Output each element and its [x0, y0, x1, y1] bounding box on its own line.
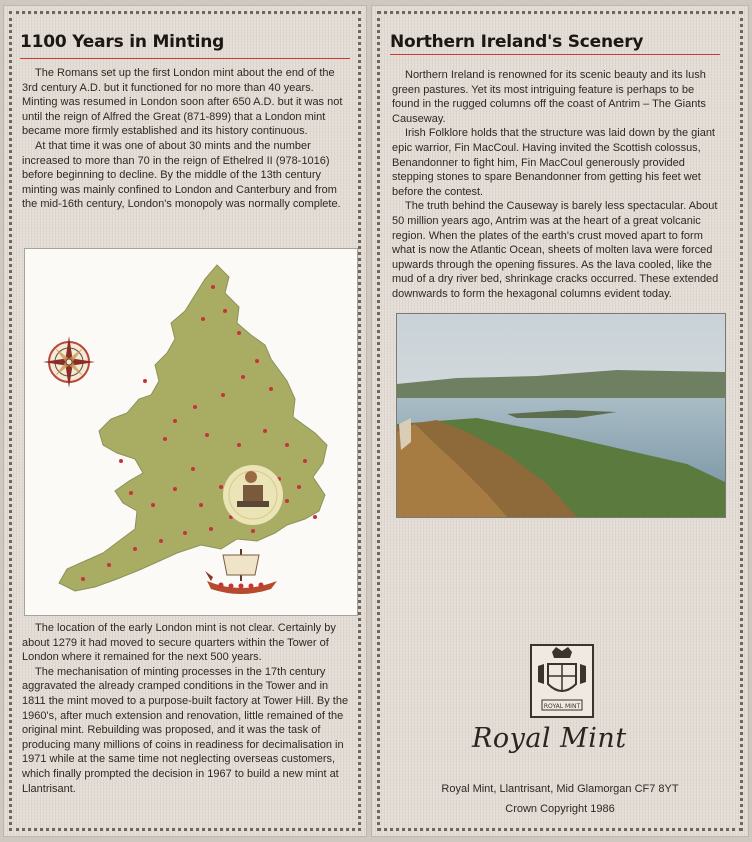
scenery-text — [392, 68, 722, 302]
paragraph: The Romans set up the first London mint about the end of the 3rd century A.D. but it functioned for no more than 40 years. Minting was resumed in London soon after 650 A.D. but it was not until the reign of Alfred the Great (871-899) that a London mint became more firmly established and its history continuous. — [22, 67, 343, 138]
paragraph: The location of the early London mint is not clear. Certainly by about 1279 it had moved to secure quarters within the Tower of London where it remained for the next 500 years. — [22, 622, 336, 664]
antrim-coast-photo — [396, 313, 726, 518]
paragraph: The truth behind the Causeway is barely less spectacular. About 50 million years ago, Antrim was at the heart of a great volcanic region. When the plates of the earth's crust moved apart to form what is now the Atlantic Ocean, sheets of molten lava were forced upwards through the opening fissures. As the lava cooled, like the mud of a dry river bed, shrinkage cracks occurred. These extended downwards to form the hexagonal columns evident today. — [392, 200, 719, 300]
london-mint-medallion — [223, 465, 283, 525]
crest-caption: ROYAL MINT — [543, 703, 581, 710]
royal-mint-signature: Royal Mint — [472, 723, 627, 754]
paragraph: At that time it was one of about 30 mints and the number increased to more than 70 in the reign of Ethelred II (978-1016) before beginning to decline. By the middle of the 13th century minting was mainly confined to London and Canterbury and from the mid-16th century, London's monopoly was normally complete. — [22, 139, 341, 211]
left-panel — [4, 6, 366, 836]
map-illustration — [25, 249, 357, 615]
right-panel — [372, 6, 748, 836]
mint-locations-map — [24, 248, 358, 616]
landscape-image — [397, 314, 725, 517]
paragraph: Irish Folklore holds that the structure was laid down by the giant epic warrior, Fin MacCoul. Having invited the Scottish colossus, Benandonner to fight him, Fin MacCoul generously provided stepping stones to spare Benandonner from getting his feet wet before the contest. — [392, 127, 715, 198]
england-wales-landmass — [59, 265, 327, 591]
viking-ship-icon — [205, 549, 277, 594]
paragraph: Northern Ireland is renowned for its scenic beauty and its lush green pastures. Yet its most intriguing feature is perhaps to be found in the rugged columns off the coast of Antrim – The Giants Causeway. — [392, 69, 706, 125]
right-panel-title: Northern Ireland's Scenery — [390, 32, 644, 52]
minting-intro-text — [22, 66, 350, 212]
mint-address: Royal Mint, Llantrisant, Mid Glamorgan CF7 8YT — [441, 783, 679, 795]
royal-mint-crest-icon — [530, 644, 594, 718]
copyright-line: Crown Copyright 1986 — [505, 803, 615, 815]
title-rule — [390, 54, 720, 55]
paragraph: The mechanisation of minting processes in the 17th century aggravated the already cramped conditions in the Tower and in 1811 the mint moved to a purpose-built factory at Tower Hill. By the 1960's, after much extension and renovation, little remained of the original mint. Rebuilding was proposed, and it was the task of producing many millions of coins in readiness for decimalisation in 1971 while at the same time not neglecting overseas customers, which finally prompted the decision in 1967 to build a new mint at Llantrisant. — [22, 665, 349, 795]
title-rule — [20, 58, 350, 59]
left-panel-title: 1100 Years in Minting — [20, 32, 225, 52]
minting-history-text — [22, 621, 352, 796]
compass-rose-icon — [43, 336, 95, 388]
